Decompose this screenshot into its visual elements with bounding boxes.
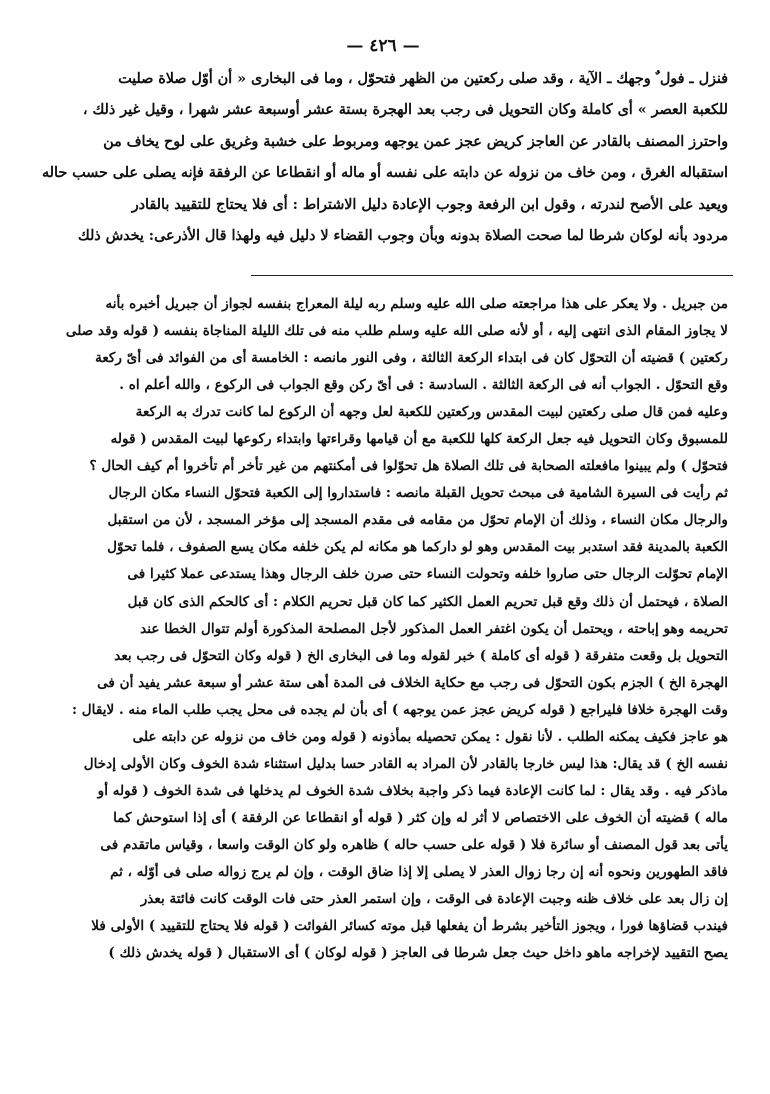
- commentary-line: إن زال بعد على خلاف ظنه وجبت الإعادة فى الوقت ، وإن استمر العذر حتى فات الوقت كانت فائتة بعذر: [140, 891, 728, 908]
- commentary-line: التحويل بل وقعت متفرقة ( قوله أى كاملة ) خبر لقوله وما فى البخارى الخ ( قوله وكان التحوّل فى رجب بعد: [114, 647, 728, 664]
- commentary-line: الهجرة الخ ) الجزم بكون التحوّل فى رجب مع حكاية الخلاف فى المدة أهى ستة عشر أو سبعة عشر يفيد أن فى: [97, 674, 728, 691]
- main-text: [38, 64, 728, 252]
- commentary-line: ركعتين ) قضيته أن التحوّل كان فى ابتداء الركعة الثالثة ، وفى النور مانصه : الخامسة أى من الفوائد فى أىّ ركعة: [95, 350, 728, 367]
- commentary-line: ثم رأيت فى السيرة الشامية فى مبحث تحويل القبلة مانصه : فاستداروا إلى الكعبة فتحوّل النساء مكان الرجال: [108, 485, 728, 502]
- main-line: للكعبة العصر » أى كاملة وكان التحويل فى رجب بعد الهجرة بستة عشر أوسبعة عشر شهرا ، وقيل غير ذلك ،: [82, 102, 728, 119]
- commentary-line: فيندب قضاؤها فورا ، ويجوز التأخير بشرط أن يفعلها قبل موته كسائر الفوائت ( قوله فلا يحتاج للتقييد ) الأولى فلا: [91, 918, 728, 935]
- commentary-line: وقت الهجرة خلافا فليراجع ( قوله كريض عجز عمن يوجهه ) أى بأن لم يجده فى محل يجب طلب الماء منه . لايقال :: [72, 701, 728, 718]
- commentary-line: وعليه فمن قال صلى ركعتين لبيت المقدس وركعتين للكعبة لعل وجهه أن الركوع لما كانت تدرك به الركعة: [135, 404, 728, 421]
- commentary-line: فاقد الطهورين ونحوه أنه إن رجا زوال العذر لا يصلى إلا إذا ضاق الوقت ، وإن لم يرج زواله صلى فى أوّله ، ثم: [110, 863, 728, 880]
- main-line: واحترز المصنف بالقادر عن العاجز كريض عجز عمن يوجهه ومربوط على خشبة وغريق على لوح يخاف من: [103, 133, 728, 150]
- main-line: مردود بأنه لوكان شرطا لما صحت الصلاة بدونه وبأن وجوب القضاء لا دليل فيه ولهذا قال الأذرعى: يخدش ذلك: [77, 228, 728, 245]
- main-line: فنزل ـ فول ٌ وجهك ـ الآية ، وقد صلى ركعتين من الظهر فتحوّل ، وما فى البخارى « أن أوّل صلاة صليت: [118, 71, 728, 87]
- commentary-text: [38, 291, 728, 967]
- page-number: — ٤٢٦ —: [346, 36, 420, 56]
- commentary-line: للمسبوق وكان التحويل فيه جعل الركعة كلها للكعبة مع أن قيامها وقراءتها وابتداء ركوعها لبيت المقدس ( قوله: [110, 431, 728, 448]
- commentary-line: ماله ) قضيته أن الخوف على الاختصاص لا أثر له وإن كثر ( قوله أو انقطاعا عن الرفقة ) أى إذا استوحش كما: [113, 809, 728, 826]
- commentary-line: الكعبة بالمدينة فقد استدبر بيت المقدس وهو لو داركما هو مكانه لم يكن خلفه مكان يسع الصفوف ، فلما تحوّل: [107, 539, 728, 556]
- main-line: استقباله الغرق ، ومن خاف من نزوله عن دابته على نفسه أو ماله أو انقطاعا عن الرفقة فإنه يصلى على حسب حاله: [41, 165, 728, 182]
- commentary-line: وقع التحوّل . الجواب أنه فى الركعة الثالثة . السادسة : فى أىّ ركن وقع الجواب فى الركوع ، والله أعلم اه .: [119, 377, 728, 394]
- commentary-line: لا يجاوز المقام الذى انتهى إليه ، أو لأنه صلى الله عليه وسلم طلب منه فى تلك الليلة المناجاة بنفسه ( قوله وقد صلى: [65, 323, 728, 340]
- commentary-line: هو عاجز فكيف يمكنه الطلب . لأنا نقول : يمكن تحصيله بمأذونه ( قوله ومن خاف من نزوله عن دابته على: [132, 728, 728, 745]
- commentary-line: الإمام تحوّلت الرجال حتى صاروا خلفه وتحولت النساء حتى صرن خلف الرجال وهذا يستدعى عملا كثيرا فى: [127, 566, 728, 583]
- commentary-line: فتحوّل ) ولم يبينوا مافعلته الصحابة فى تلك الصلاة هل تحوّلوا فى أمكنتهم من غير تأخر أم تأخروا أم كيف الحال ؟: [89, 458, 728, 475]
- footnote-divider: [251, 275, 733, 276]
- commentary-line: الصلاة ، فيحتمل أن ذلك وقع قبل تحريم العمل الكثير كما كان قبل تحريم الكلام : أى كالحكم الذى كان قبل: [127, 593, 728, 610]
- commentary-line: نفسه الخ ) قد يقال: هذا ليس خارجا بالقادر لأن المراد به القادر حسا بدليل استثناء شدة الخوف وكان الأولى إدخال: [83, 755, 728, 772]
- commentary-line: ماذكر فيه . وقد يقال : لما كانت الإعادة فيما ذكر واجبة بخلاف شدة الخوف لم يدخلها فى شدة الخوف ( قوله أو: [97, 782, 728, 799]
- book-page: [38, 34, 728, 962]
- commentary-line: يصح التقييد لإخراجه ماهو داخل حيث جعل شرطا فى العاجز ( قوله لوكان ) أى الاستقبال ( قوله يخدش ذلك ): [108, 945, 728, 962]
- commentary-line: والرجال مكان النساء ، وذلك أن الإمام تحوّل من مقامه فى مقدم المسجد إلى مؤخر المسجد ، لأن من استقبل: [107, 512, 728, 529]
- commentary-line: من جبريل . ولا يعكر على هذا مراجعته صلى الله عليه وسلم ربه ليلة المعراج بنفسه لجواز أن جبريل أخبره بأنه: [105, 296, 728, 312]
- commentary-line: تحريمه وهو إباحته ، ويحتمل أن يكون اغتفر العمل المذكور لأجل المصلحة المذكورة أولم تتوال الخطا عند: [140, 620, 728, 637]
- commentary-line: يأتى بعد قول المصنف أو سائرة فلا ( قوله على حسب حاله ) ظاهره ولو كان الوقت واسعا ، وقياس ماتقدم فى: [100, 836, 728, 853]
- main-line: ويعيد على الأصح لندرته ، وقول ابن الرفعة وجوب الإعادة دليل الاشتراط : أى فلا يحتاج للتقييد بالقادر: [131, 196, 728, 213]
